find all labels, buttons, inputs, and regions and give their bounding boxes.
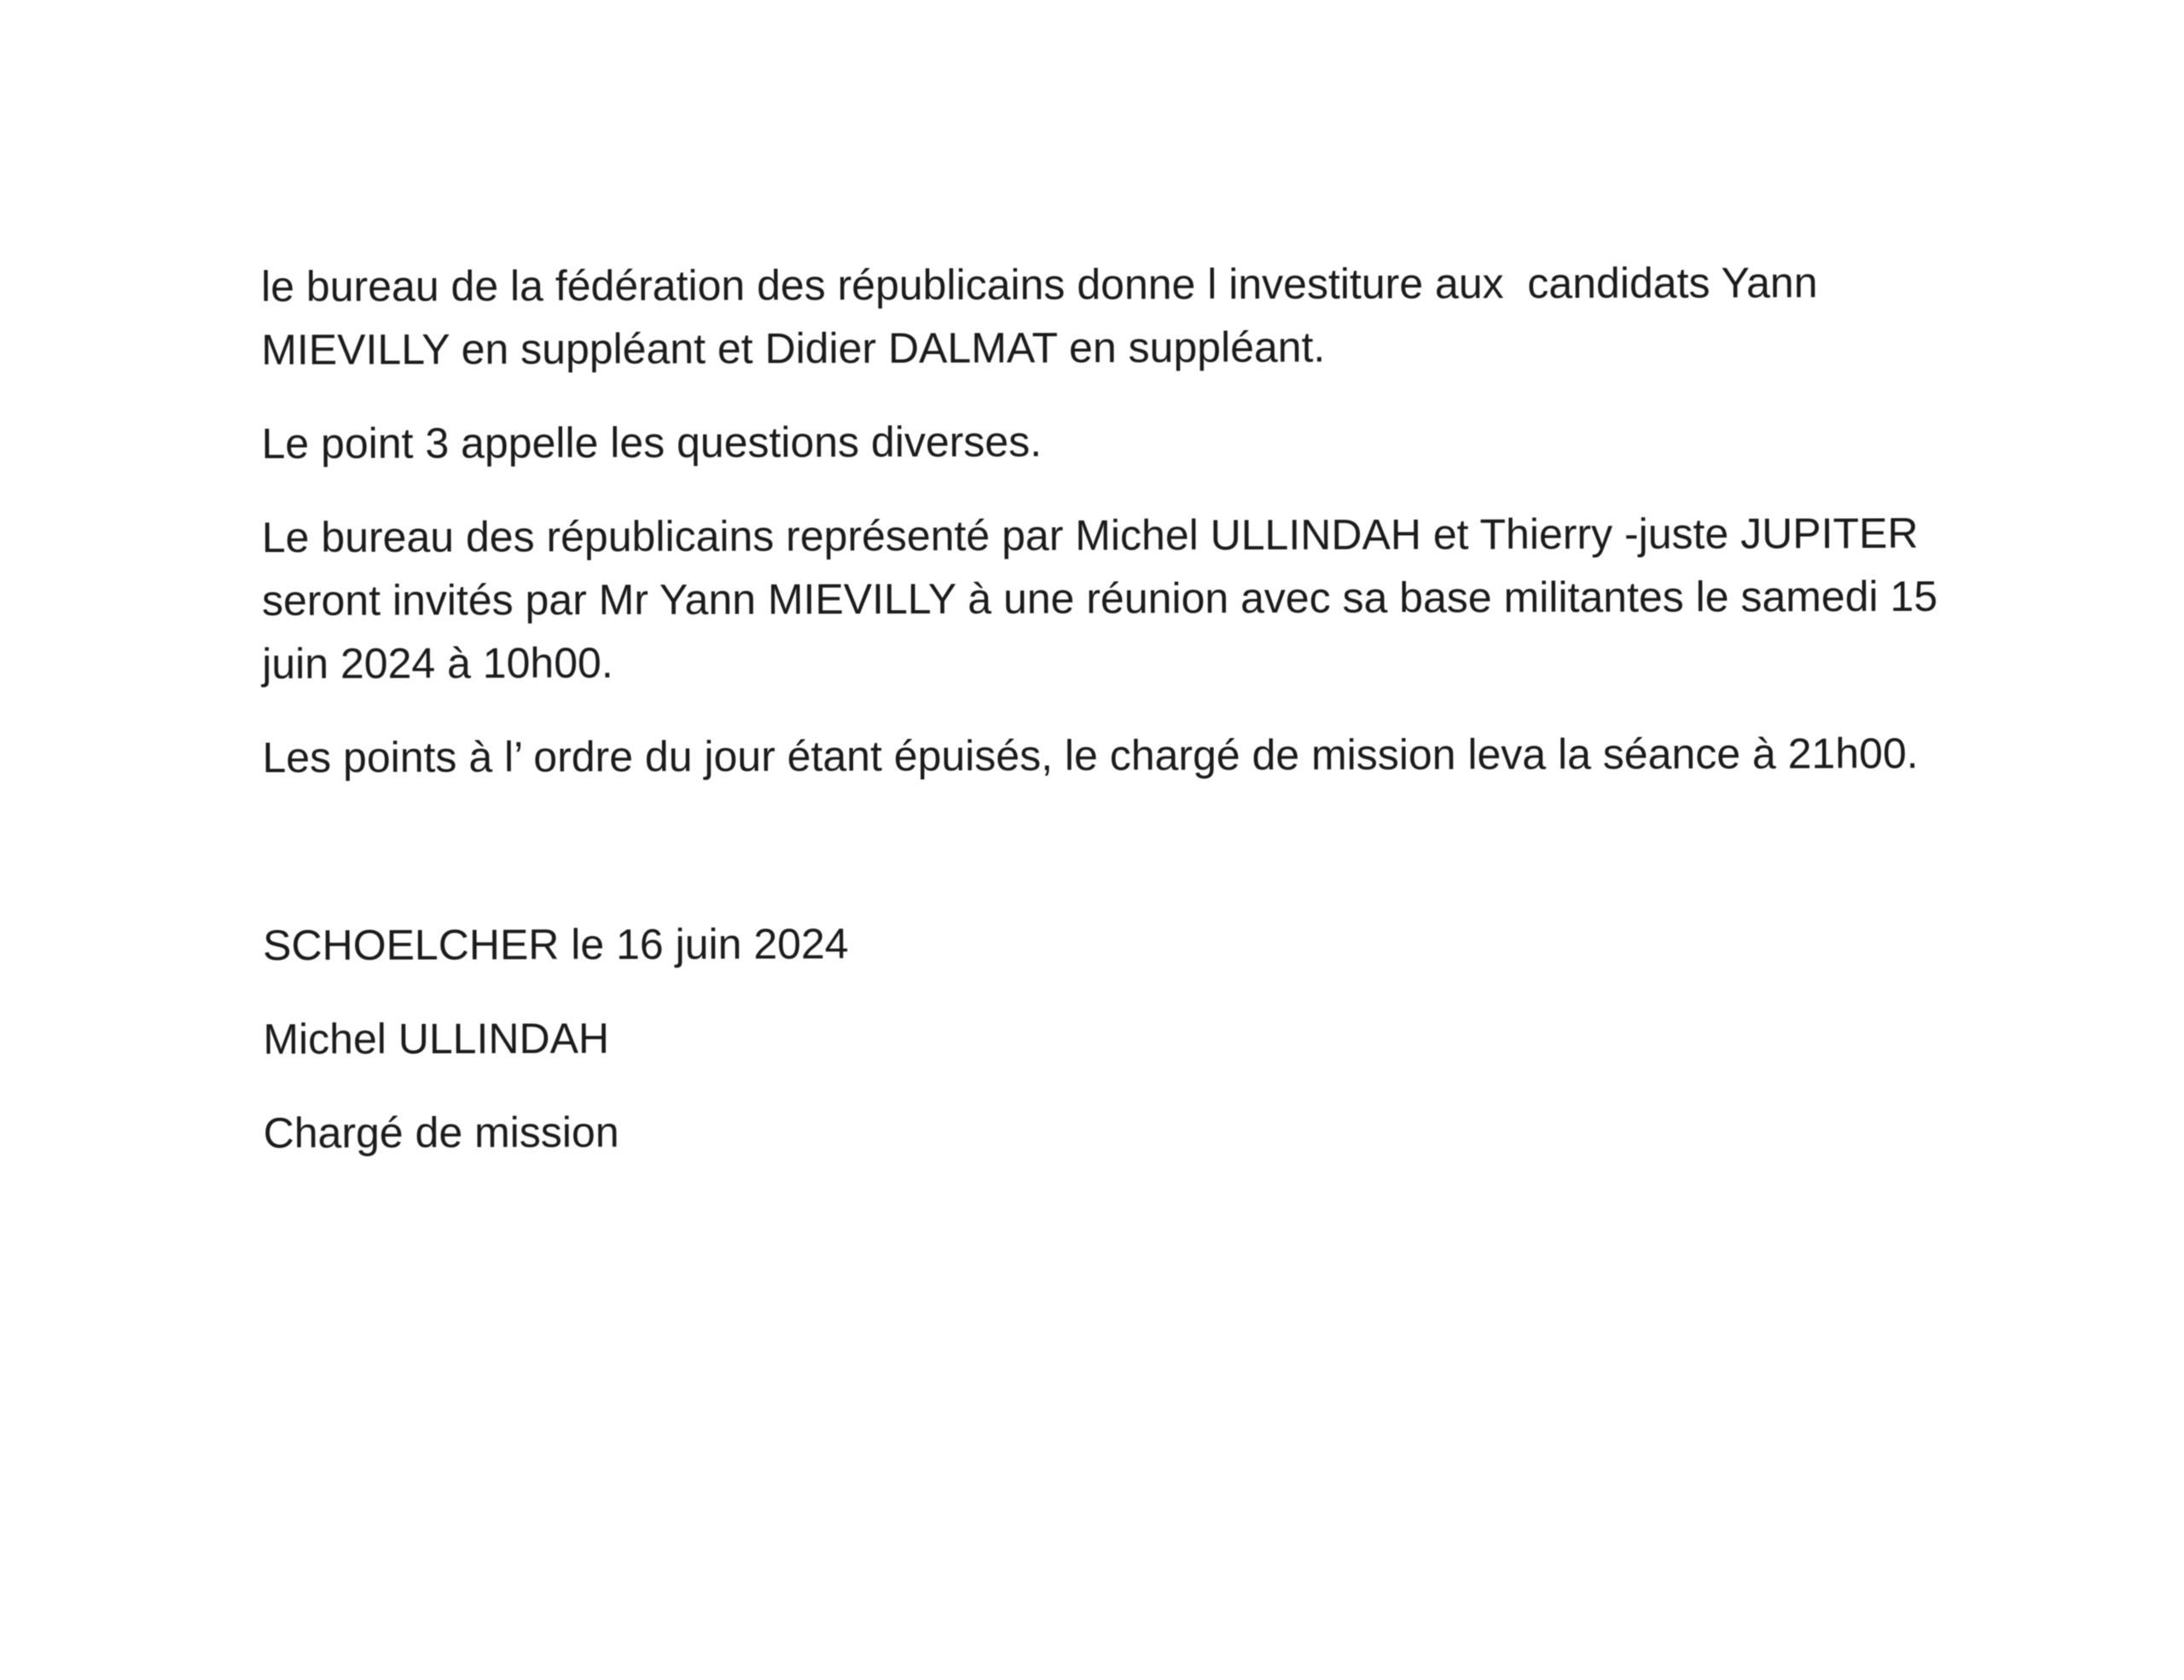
text-line: Michel ULLINDAH [263,1014,610,1063]
paragraph-reunion [262,502,1969,695]
paragraph-investiture [261,251,1967,381]
text-line: Les points à l’ ordre du jour étant épuisés, le chargé de mission leva la séance à 21h00. [262,729,1919,782]
signature-title [264,1097,1970,1165]
blank-line [263,816,1969,883]
text-line: Chargé de mission [263,1107,619,1157]
paragraph-cloture-seance [262,722,1968,789]
text-line: le bureau de la fédération des républicains donne l investiture aux candidats Yann [261,259,1818,311]
text-line: seront invités par Mr Yann MIEVILLY à une réunion avec sa base militantes le samedi 15 [261,572,1938,625]
document-body [261,251,1970,1195]
text-line: Le point 3 appelle les questions diverses. [261,417,1043,468]
dateline [263,910,1969,977]
text-line: SCHOELCHER le 16 juin 2024 [263,920,849,969]
text-line: MIEVILLY en suppléant et Didier DALMAT en suppléant. [261,323,1326,374]
paragraph-point-3 [261,408,1967,475]
text-line: juin 2024 à 10h00. [262,638,613,688]
text-line: Le bureau des républicains représenté par Michel ULLINDAH et Thierry -juste JUPITER [261,509,1919,561]
signature-name [263,1003,1969,1071]
